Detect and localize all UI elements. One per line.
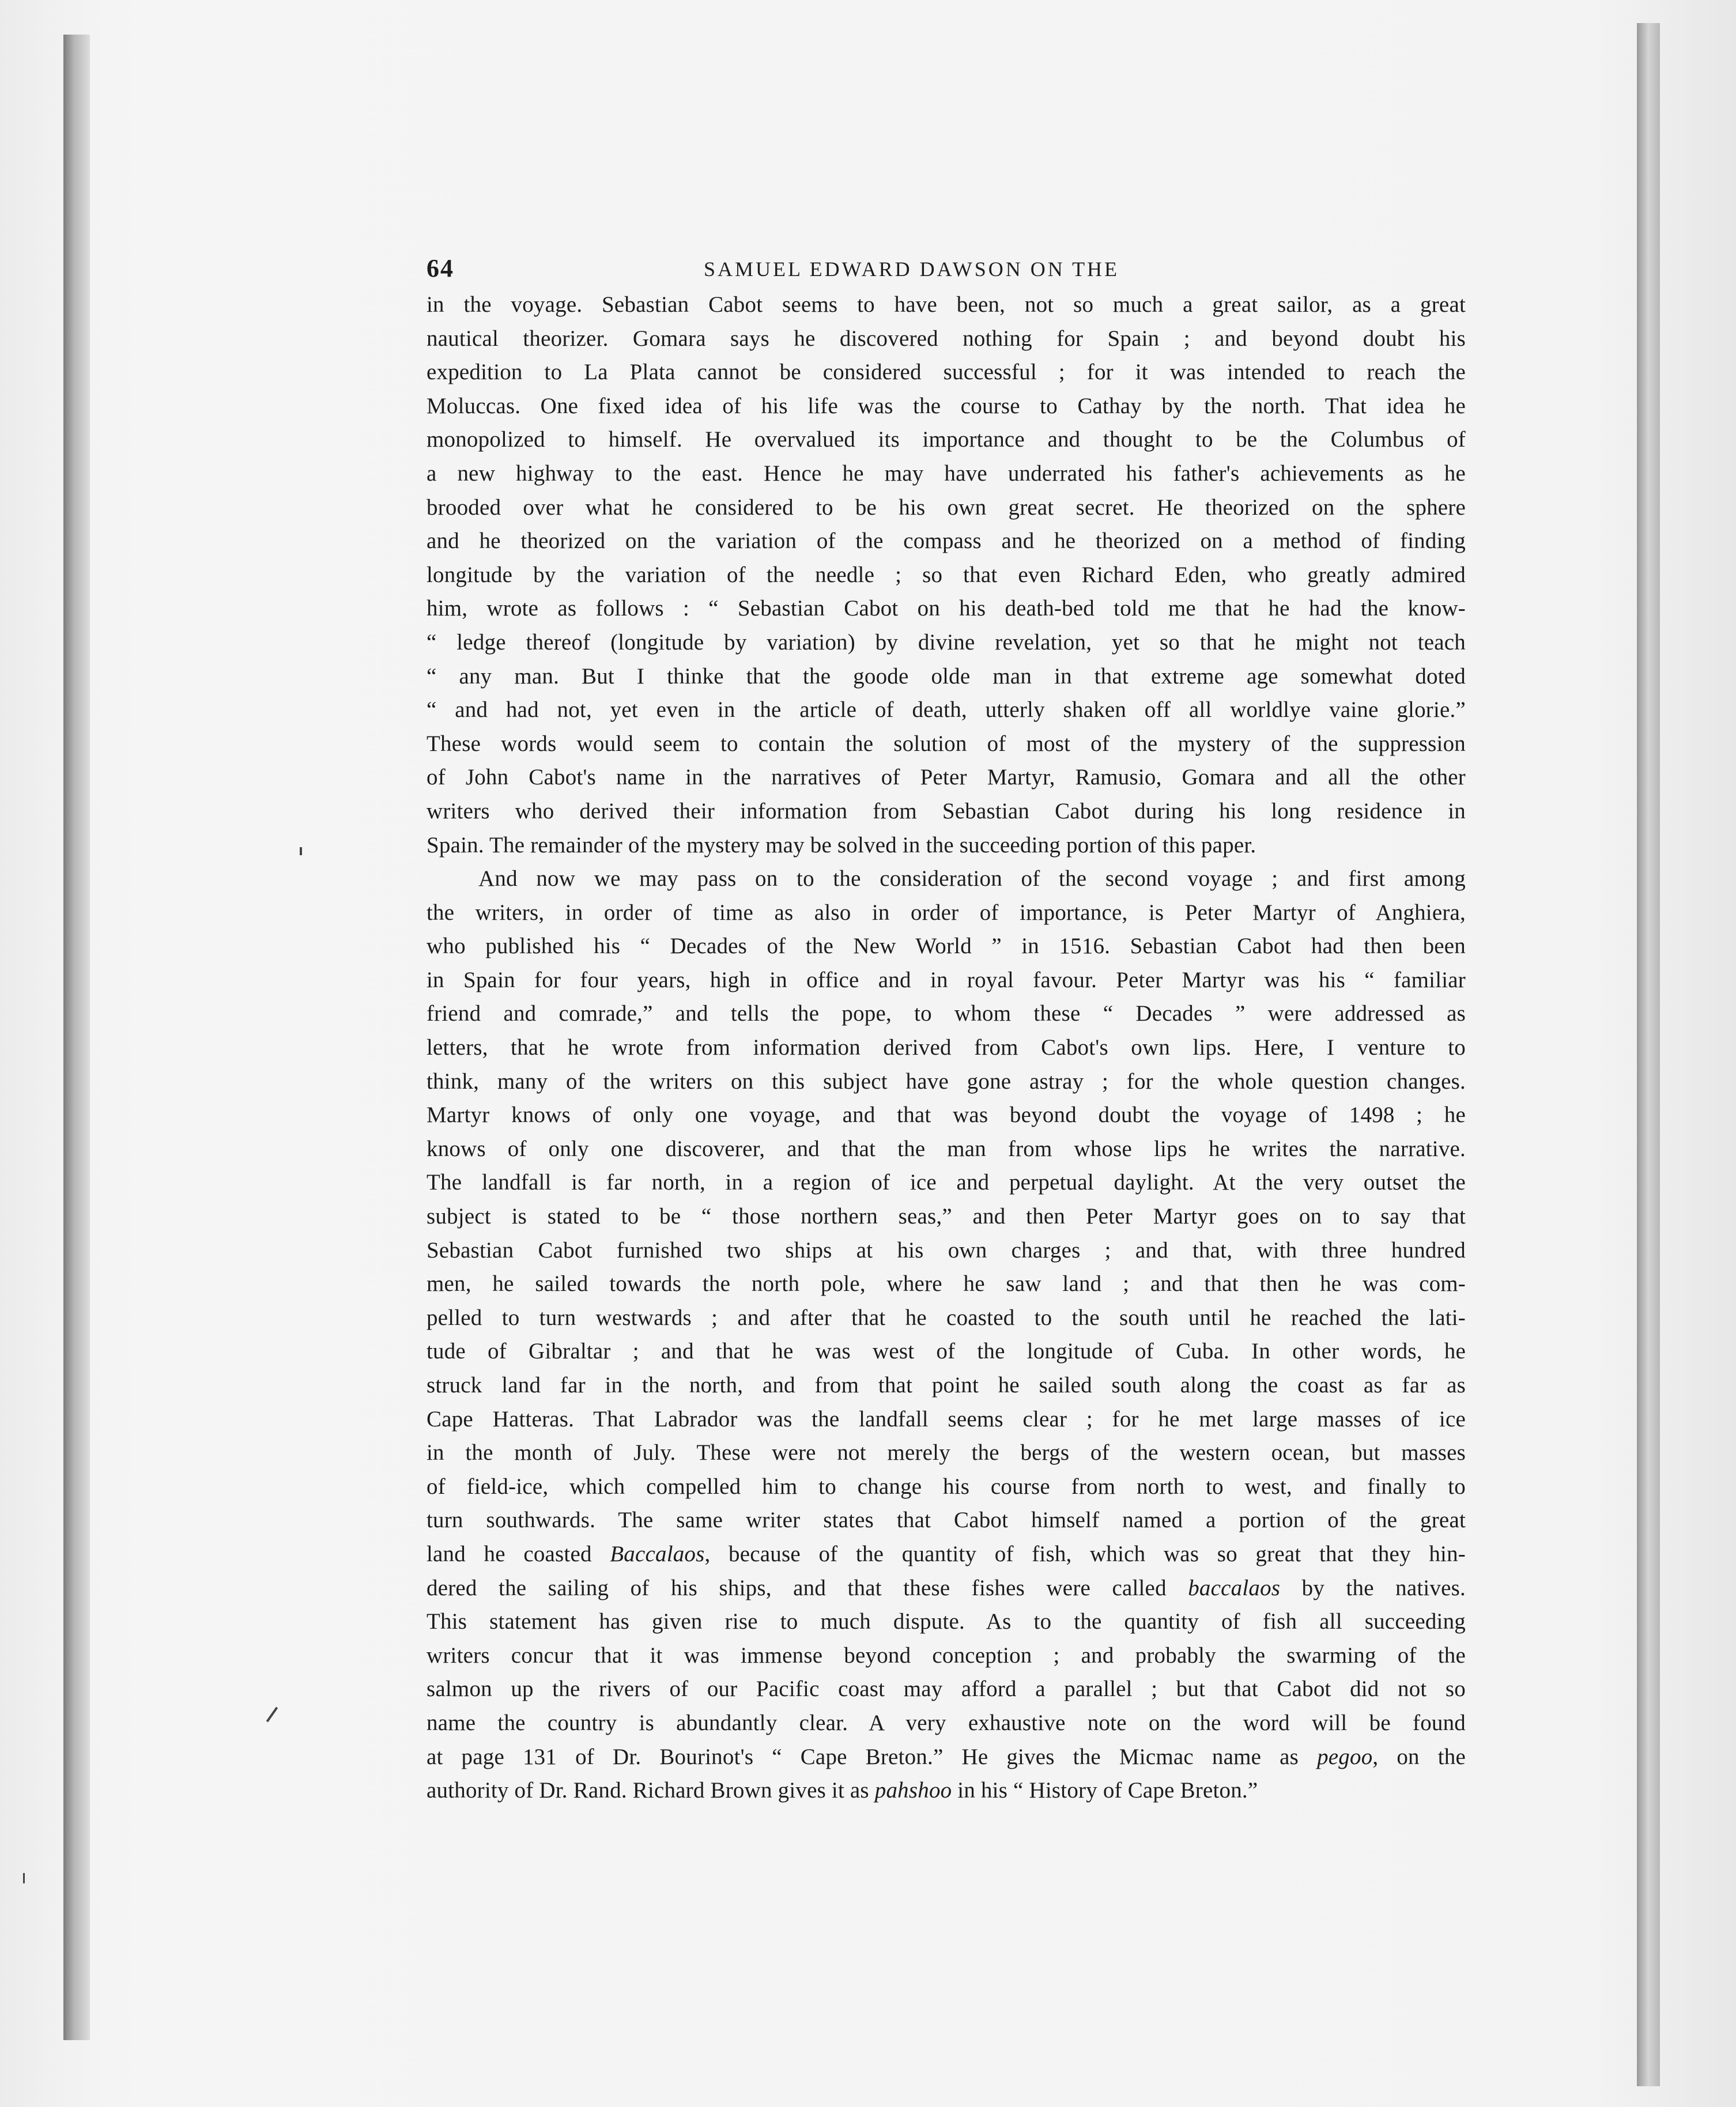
paragraph <box>427 862 1466 1808</box>
text-line: monopolized to himself. He overvalued its importance and thought to be the Columbus of <box>427 427 1466 452</box>
text-line: pelled to turn westwards ; and after that he coasted to the south until he reached the lati- <box>427 1305 1466 1330</box>
text-line: letters, that he wrote from information derived from Cabot's own lips. Here, I venture to <box>427 1035 1466 1060</box>
binding-shadow <box>63 35 90 2040</box>
text-line: writers concur that it was immense beyond conception ; and probably the swarming of the <box>427 1642 1466 1668</box>
text-line: name the country is abundantly clear. A very exhaustive note on the word will be found <box>427 1710 1466 1735</box>
text-line: Cape Hatteras. That Labrador was the landfall seems clear ; for he met large masses of ice <box>427 1406 1466 1432</box>
text-line: writers who derived their information from Sebastian Cabot during his long residence in <box>427 798 1466 824</box>
text-line: knows of only one discoverer, and that the man from whose lips he writes the narrative. <box>427 1136 1466 1161</box>
page-text-block <box>427 254 1466 1808</box>
text-line: him, wrote as follows : “ Sebastian Cabot on his death-bed told me that he had the know- <box>427 596 1466 621</box>
text-line: think, many of the writers on this subject have gone astray ; for the whole question changes. <box>427 1068 1466 1094</box>
running-head <box>427 254 1466 288</box>
text-line: salmon up the rivers of our Pacific coast may afford a parallel ; but that Cabot did not so <box>427 1676 1466 1702</box>
text-line: Moluccas. One fixed idea of his life was the course to Cathay by the north. That idea he <box>427 393 1466 418</box>
text-line: The landfall is far north, in a region of ice and perpetual daylight. At the very outset the <box>427 1170 1466 1195</box>
scan-speck <box>23 1873 25 1883</box>
italic-word: pegoo <box>1317 1744 1373 1769</box>
text-line: and he theorized on the variation of the compass and he theorized on a method of finding <box>427 528 1466 554</box>
text-line: struck land far in the north, and from that point he sailed south along the coast as far as <box>427 1373 1466 1398</box>
text-line: in Spain for four years, high in office and in royal favour. Peter Martyr was his “ familiar <box>427 967 1466 992</box>
text-line: subject is stated to be “ those northern seas,” and then Peter Martyr goes on to say that <box>427 1204 1466 1229</box>
text-line: of field-ice, which compelled him to change his course from north to west, and finally to <box>427 1474 1466 1499</box>
running-title: SAMUEL EDWARD DAWSON ON THE <box>703 258 1120 281</box>
text-line: longitude by the variation of the needle ; so that even Richard Eden, who greatly admired <box>427 562 1466 587</box>
page-edge-shadow <box>1637 23 1660 2086</box>
text-line: in the voyage. Sebastian Cabot seems to have been, not so much a great sailor, as a great <box>427 292 1466 317</box>
scan-speck <box>300 847 302 855</box>
text-line: “ ledge thereof (longitude by variation) by divine revelation, yet so that he might not teach <box>427 629 1466 655</box>
text-line: tude of Gibraltar ; and that he was west of the longitude of Cuba. In other words, he <box>427 1339 1466 1364</box>
italic-word: baccalaos <box>1188 1575 1281 1600</box>
text-line: authority of Dr. Rand. Richard Brown gives it as pahshoo in his “ History of Cape Breton.” <box>427 1778 1258 1803</box>
page-number: 64 <box>427 254 454 282</box>
text-line: Martyr knows of only one voyage, and that was beyond doubt the voyage of 1498 ; he <box>427 1102 1466 1128</box>
text-line: And now we may pass on to the consideration of the second voyage ; and first among <box>478 866 1466 892</box>
text-line: Spain. The remainder of the mystery may be solved in the succeeding portion of this paper. <box>427 832 1256 858</box>
text-line: a new highway to the east. Hence he may have underrated his father's achievements as he <box>427 460 1466 486</box>
text-line: Sebastian Cabot furnished two ships at his own charges ; and that, with three hundred <box>427 1237 1466 1263</box>
text-line: of John Cabot's name in the narratives of Peter Martyr, Ramusio, Gomara and all the other <box>427 765 1466 790</box>
text-line: turn southwards. The same writer states that Cabot himself named a portion of the great <box>427 1508 1466 1533</box>
text-line: who published his “ Decades of the New World ” in 1516. Sebastian Cabot had then been <box>427 934 1466 959</box>
text-line: “ and had not, yet even in the article of death, utterly shaken off all worldlye vaine glorie.” <box>427 697 1466 723</box>
italic-word: Baccalaos <box>610 1541 705 1566</box>
text-line: nautical theorizer. Gomara says he discovered nothing for Spain ; and beyond doubt his <box>427 326 1466 351</box>
text-line: expedition to La Plata cannot be considered successful ; for it was intended to reach the <box>427 360 1466 385</box>
text-line: dered the sailing of his ships, and that these fishes were called baccalaos by the natives. <box>427 1575 1466 1600</box>
text-line: land he coasted Baccalaos, because of the quantity of fish, which was so great that they hin- <box>427 1541 1466 1566</box>
text-line: men, he sailed towards the north pole, where he saw land ; and that then he was com- <box>427 1271 1466 1297</box>
text-line: friend and comrade,” and tells the pope, to whom these “ Decades ” were addressed as <box>427 1001 1466 1026</box>
text-line: the writers, in order of time as also in order of importance, is Peter Martyr of Anghiera, <box>427 900 1466 925</box>
text-line: in the month of July. These were not merely the bergs of the western ocean, but masses <box>427 1440 1466 1466</box>
text-line: “ any man. But I thinke that the goode olde man in that extreme age somewhat doted <box>427 663 1466 689</box>
italic-word: pahshoo <box>874 1778 952 1803</box>
text-line: brooded over what he considered to be his own great secret. He theorized on the sphere <box>427 494 1466 520</box>
text-line: These words would seem to contain the solution of most of the mystery of the suppression <box>427 731 1466 756</box>
text-line: This statement has given rise to much dispute. As to the quantity of fish all succeeding <box>427 1609 1466 1634</box>
text-line: at page 131 of Dr. Bourinot's “ Cape Breton.” He gives the Micmac name as pegoo, on the <box>427 1744 1466 1769</box>
paragraph <box>427 288 1466 862</box>
